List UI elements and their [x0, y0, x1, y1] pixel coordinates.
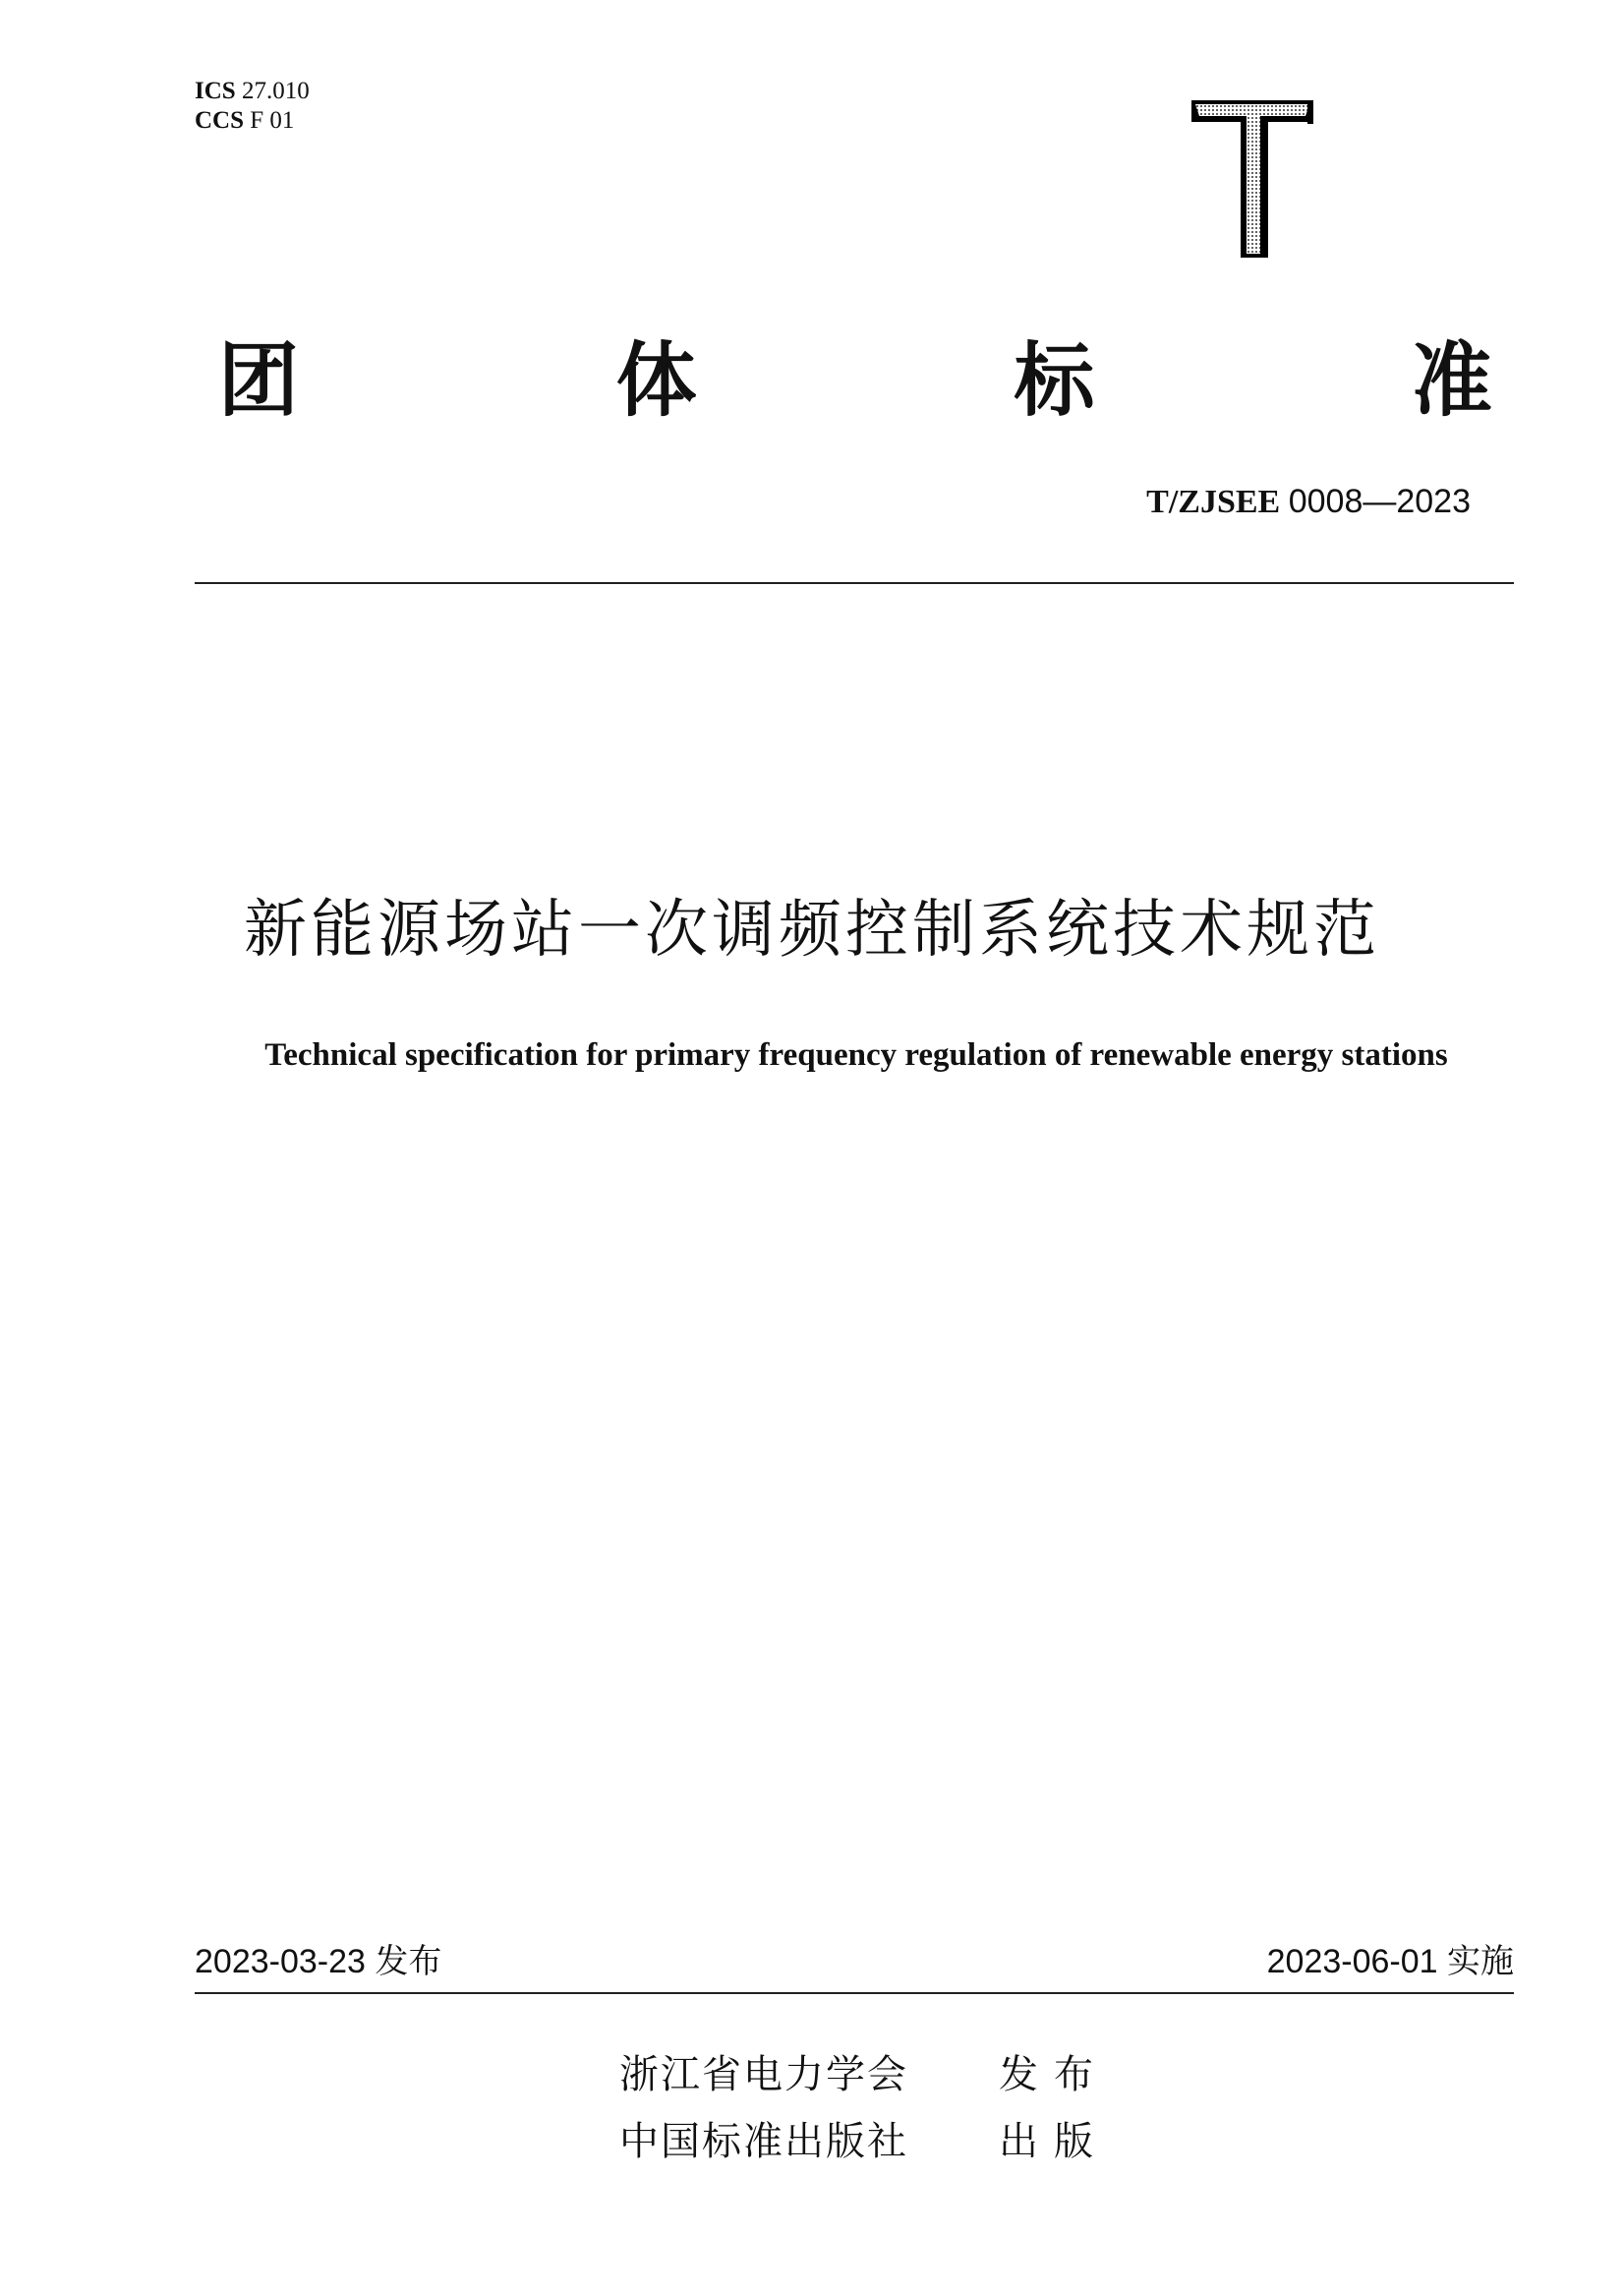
- issue-date: 2023-03-23 发布: [195, 1943, 442, 1980]
- t-standard-mark-icon: [1191, 100, 1317, 260]
- publisher-role: 发布: [999, 2052, 1109, 2097]
- top-divider: [195, 582, 1514, 584]
- bottom-divider: [195, 1992, 1514, 1994]
- implementation-date: 2023-06-01 实施: [1266, 1943, 1514, 1980]
- standard-number-value: 0008—2023: [1288, 483, 1471, 520]
- ics-code: 27.010: [241, 78, 310, 104]
- publisher-row: [619, 2108, 1109, 2175]
- ccs-label: CCS: [195, 107, 245, 134]
- publisher-row: [619, 2041, 1109, 2108]
- classification-codes: [195, 77, 310, 136]
- document-type-heading: [218, 324, 1492, 428]
- ccs-row: [195, 106, 310, 136]
- title-english: Technical specification for primary frequency regulation of renewable energy stations: [264, 1037, 1448, 1073]
- ics-label: ICS: [195, 78, 236, 104]
- standard-number: [1146, 482, 1471, 522]
- publishers-block: [619, 2041, 1109, 2175]
- ccs-code: F 01: [250, 107, 295, 134]
- publisher-org: 中国标准出版社: [619, 2119, 908, 2164]
- doc-type-char-4: 准: [1411, 333, 1492, 428]
- doc-type-char-2: 体: [615, 333, 697, 428]
- standard-number-prefix: T/ZJSEE: [1146, 484, 1281, 520]
- publisher-role: 出版: [999, 2119, 1109, 2164]
- title-chinese: 新能源场站一次调频控制系统技术规范: [244, 894, 1380, 967]
- doc-type-char-1: 团: [218, 333, 300, 428]
- ics-row: [195, 77, 310, 106]
- publisher-org: 浙江省电力学会: [619, 2052, 908, 2097]
- doc-type-char-3: 标: [1014, 333, 1095, 428]
